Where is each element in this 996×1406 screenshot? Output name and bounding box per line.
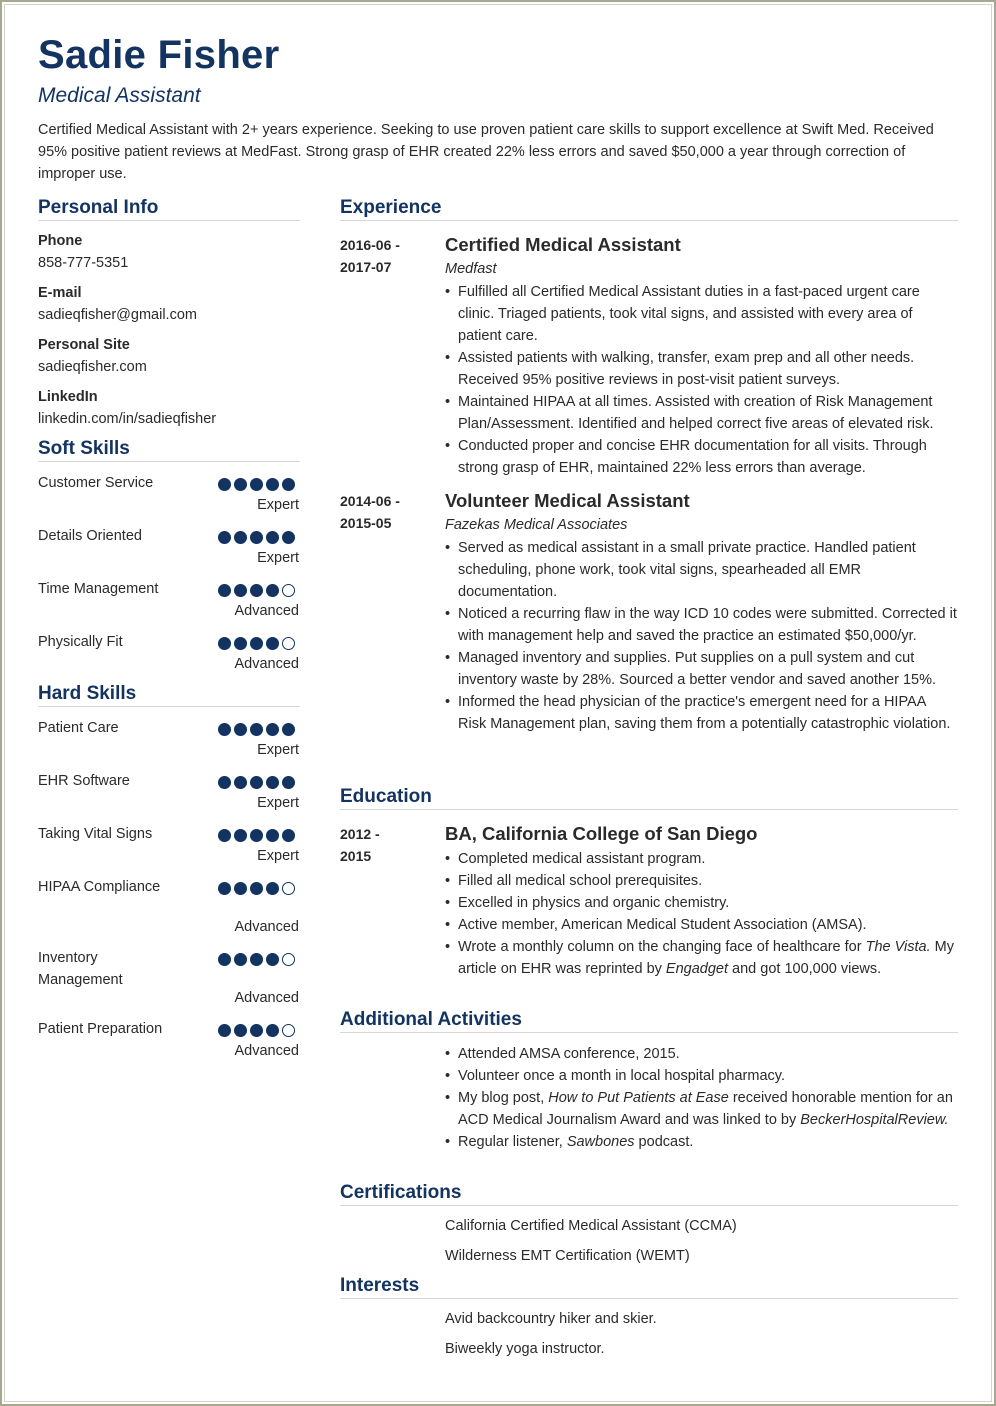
hard-skills-heading: Hard Skills [38,683,137,704]
phone-value: 858-777-5351 [38,255,129,271]
site-value: sadieqfisher.com [38,359,147,375]
list-item: • Excelled in physics and organic chemistry. [445,892,957,914]
skill-rating [218,478,295,491]
rating-dot-filled [266,1024,279,1037]
rating-dot-empty [282,882,295,895]
rating-dot-empty [282,953,295,966]
rating-dot-filled [250,531,263,544]
activities-bullets [445,1043,957,1153]
divider [340,1032,958,1033]
list-item: • Conducted proper and concise EHR documentation for all visits. Through strong grasp of EHR, maintained 22% less errors than average. [445,435,957,479]
rating-dot-filled [266,723,279,736]
skill-level: Advanced [234,656,299,672]
linkedin-label: LinkedIn [38,389,98,405]
certification-item: Wilderness EMT Certification (WEMT) [445,1248,690,1264]
list-item: • Completed medical assistant program. [445,848,957,870]
skill-name: Inventory Management [38,950,123,988]
degree: BA, California College of San Diego [445,823,758,844]
skill-name: HIPAA Compliance [38,879,161,895]
skill-name: Taking Vital Signs [38,826,153,842]
text-run: My article on EHR was reprinted by [458,939,954,977]
rating-dot-filled [234,637,247,650]
rating-dot-filled [234,531,247,544]
rating-dot-filled [266,882,279,895]
skill-level: Advanced [234,990,299,1006]
list-item: • Attended AMSA conference, 2015. [445,1043,957,1065]
skill-level: Expert [257,795,299,811]
divider [340,1205,958,1206]
divider [340,220,958,221]
rating-dot-filled [250,829,263,842]
list-item: • Noticed a recurring flaw in the way ICD 10 codes were submitted. Corrected it with management help and saved the practice an estimated $50,000/yr. [445,603,957,647]
edu-dates [340,823,380,867]
phone-label: Phone [38,233,83,249]
email-value: sadieqfisher@gmail.com [38,307,197,323]
rating-dot-empty [282,1024,295,1037]
rating-dot-filled [218,776,231,789]
skill-level: Expert [257,550,299,566]
rating-dot-filled [266,478,279,491]
rating-dot-filled [266,829,279,842]
rating-dot-filled [218,531,231,544]
certifications-heading: Certifications [340,1182,462,1203]
rating-dot-filled [234,584,247,597]
date-end: 2015-05 [340,515,392,531]
list-item: • Informed the head physician of the practice's emergent need for a HIPAA Risk Management plan, saving them from a potentially catastrophic violation. [445,691,957,735]
divider [38,706,300,707]
rating-dot-filled [282,829,295,842]
rating-dot-filled [266,637,279,650]
skill-rating [218,637,295,650]
text-run: Regular listener, [458,1134,567,1150]
italic-run: BeckerHospitalReview. [800,1112,949,1128]
list-item: • Active member, American Medical Student Association (AMSA). [445,914,957,936]
site-label: Personal Site [38,337,130,353]
skill-level: Advanced [234,603,299,619]
date-end: 2015 [340,848,372,864]
certification-item: California Certified Medical Assistant (CCMA) [445,1218,737,1234]
rating-dot-filled [218,478,231,491]
list-item: • Maintained HIPAA at all times. Assisted with creation of Risk Management Plan/Assessment. Identified and helped correct five areas of elevated risk. [445,391,957,435]
job-bullets [445,537,957,735]
skill-rating [218,882,295,895]
email-label: E-mail [38,285,82,301]
job-dates [340,490,400,534]
soft-skills-heading: Soft Skills [38,438,130,459]
job-role: Certified Medical Assistant [445,234,681,255]
rating-dot-filled [218,1024,231,1037]
skill-level: Expert [257,848,299,864]
skill-level: Advanced [234,919,299,935]
text-run: and got 100,000 views. [728,961,882,977]
rating-dot-filled [234,478,247,491]
list-item: • Fulfilled all Certified Medical Assistant duties in a fast-paced urgent care clinic. Triaged patients, took vital signs, and assisted with every area of patient care. [445,281,957,347]
rating-dot-filled [218,882,231,895]
rating-dot-filled [234,882,247,895]
text-run: Wrote a monthly column on the changing face of healthcare for [458,939,866,955]
interest-item: Avid backcountry hiker and skier. [445,1311,657,1327]
rating-dot-filled [250,776,263,789]
divider [38,220,300,221]
italic-run: Engadget [665,961,729,977]
list-item: • Served as medical assistant in a small private practice. Handled patient scheduling, phone work, took vital signs, spearheaded all EMR documentation. [445,537,957,603]
rating-dot-filled [266,953,279,966]
interest-item: Biweekly yoga instructor. [445,1341,605,1357]
rating-dot-filled [218,829,231,842]
experience-heading: Experience [340,197,442,218]
skill-rating [218,1024,295,1037]
rating-dot-filled [234,953,247,966]
rating-dot-filled [218,637,231,650]
skill-name: Patient Preparation [38,1021,163,1037]
rating-dot-filled [218,953,231,966]
linkedin-value: linkedin.com/in/sadieqfisher [38,411,217,427]
candidate-name: Sadie Fisher [38,33,280,77]
skill-name: Patient Care [38,720,119,736]
skill-name: Details Oriented [38,528,142,544]
skill-rating [218,776,295,789]
rating-dot-filled [234,829,247,842]
list-item [445,936,957,980]
italic-run: How to Put Patients at Ease [548,1090,729,1106]
rating-dot-filled [250,584,263,597]
skill-level: Advanced [234,1043,299,1059]
job-org: Fazekas Medical Associates [445,517,628,533]
list-item: • Managed inventory and supplies. Put supplies on a pull system and cut inventory waste by 28%. Sourced a better vendor and saved another 15%. [445,647,957,691]
job-org: Medfast [445,261,497,277]
text-run: received honorable mention for an ACD Medical Journalism Award and was linked to by [458,1090,953,1128]
skill-rating [218,829,295,842]
personal-info-heading: Personal Info [38,197,159,218]
rating-dot-filled [282,776,295,789]
rating-dot-filled [234,1024,247,1037]
rating-dot-filled [282,531,295,544]
rating-dot-filled [218,723,231,736]
text-run: My blog post, [458,1090,549,1106]
rating-dot-filled [250,1024,263,1037]
rating-dot-filled [266,584,279,597]
rating-dot-filled [266,531,279,544]
edu-bullets [445,848,957,980]
rating-dot-filled [250,723,263,736]
italic-run: The Vista. [865,939,931,955]
rating-dot-filled [266,776,279,789]
skill-name: Customer Service [38,475,154,491]
date-start: 2012 - [340,826,380,842]
list-item [445,1087,957,1131]
skill-rating [218,584,295,597]
divider [340,1298,958,1299]
rating-dot-filled [218,584,231,597]
divider [38,461,300,462]
skill-name: Physically Fit [38,634,123,650]
job-role: Volunteer Medical Assistant [445,490,690,511]
rating-dot-filled [250,478,263,491]
skill-level: Expert [257,497,299,513]
rating-dot-filled [250,953,263,966]
list-item [445,1131,957,1153]
skill-name: EHR Software [38,773,130,789]
education-heading: Education [340,786,432,807]
skill-rating [218,723,295,736]
text-run: podcast. [634,1134,694,1150]
rating-dot-filled [250,882,263,895]
summary: Certified Medical Assistant with 2+ years experience. Seeking to use proven patient care skills to support excellence at Swift Med. Received 95% positive patient reviews at MedFast. Strong grasp of EHR created 22% less errors and saved $50,000 a year through correction of improper use. [38,122,934,182]
rating-dot-empty [282,584,295,597]
job-dates [340,234,400,278]
skill-rating [218,953,295,966]
list-item: • Volunteer once a month in local hospital pharmacy. [445,1065,957,1087]
job-bullets [445,281,957,479]
italic-run: Sawbones [566,1134,635,1150]
skill-level: Expert [257,742,299,758]
job-title: Medical Assistant [38,84,201,107]
skill-rating [218,531,295,544]
rating-dot-filled [234,723,247,736]
date-end: 2017-07 [340,259,392,275]
skill-name: Time Management [38,581,159,597]
divider [340,809,958,810]
activities-heading: Additional Activities [340,1009,522,1030]
rating-dot-empty [282,637,295,650]
rating-dot-filled [250,637,263,650]
list-item: • Assisted patients with walking, transfer, exam prep and all other needs. Received 95% positive reviews in post-visit patient surveys. [445,347,957,391]
rating-dot-filled [282,723,295,736]
rating-dot-filled [234,776,247,789]
rating-dot-filled [282,478,295,491]
interests-heading: Interests [340,1275,420,1296]
date-start: 2014-06 - [340,493,400,509]
list-item: • Filled all medical school prerequisites. [445,870,957,892]
date-start: 2016-06 - [340,237,400,253]
